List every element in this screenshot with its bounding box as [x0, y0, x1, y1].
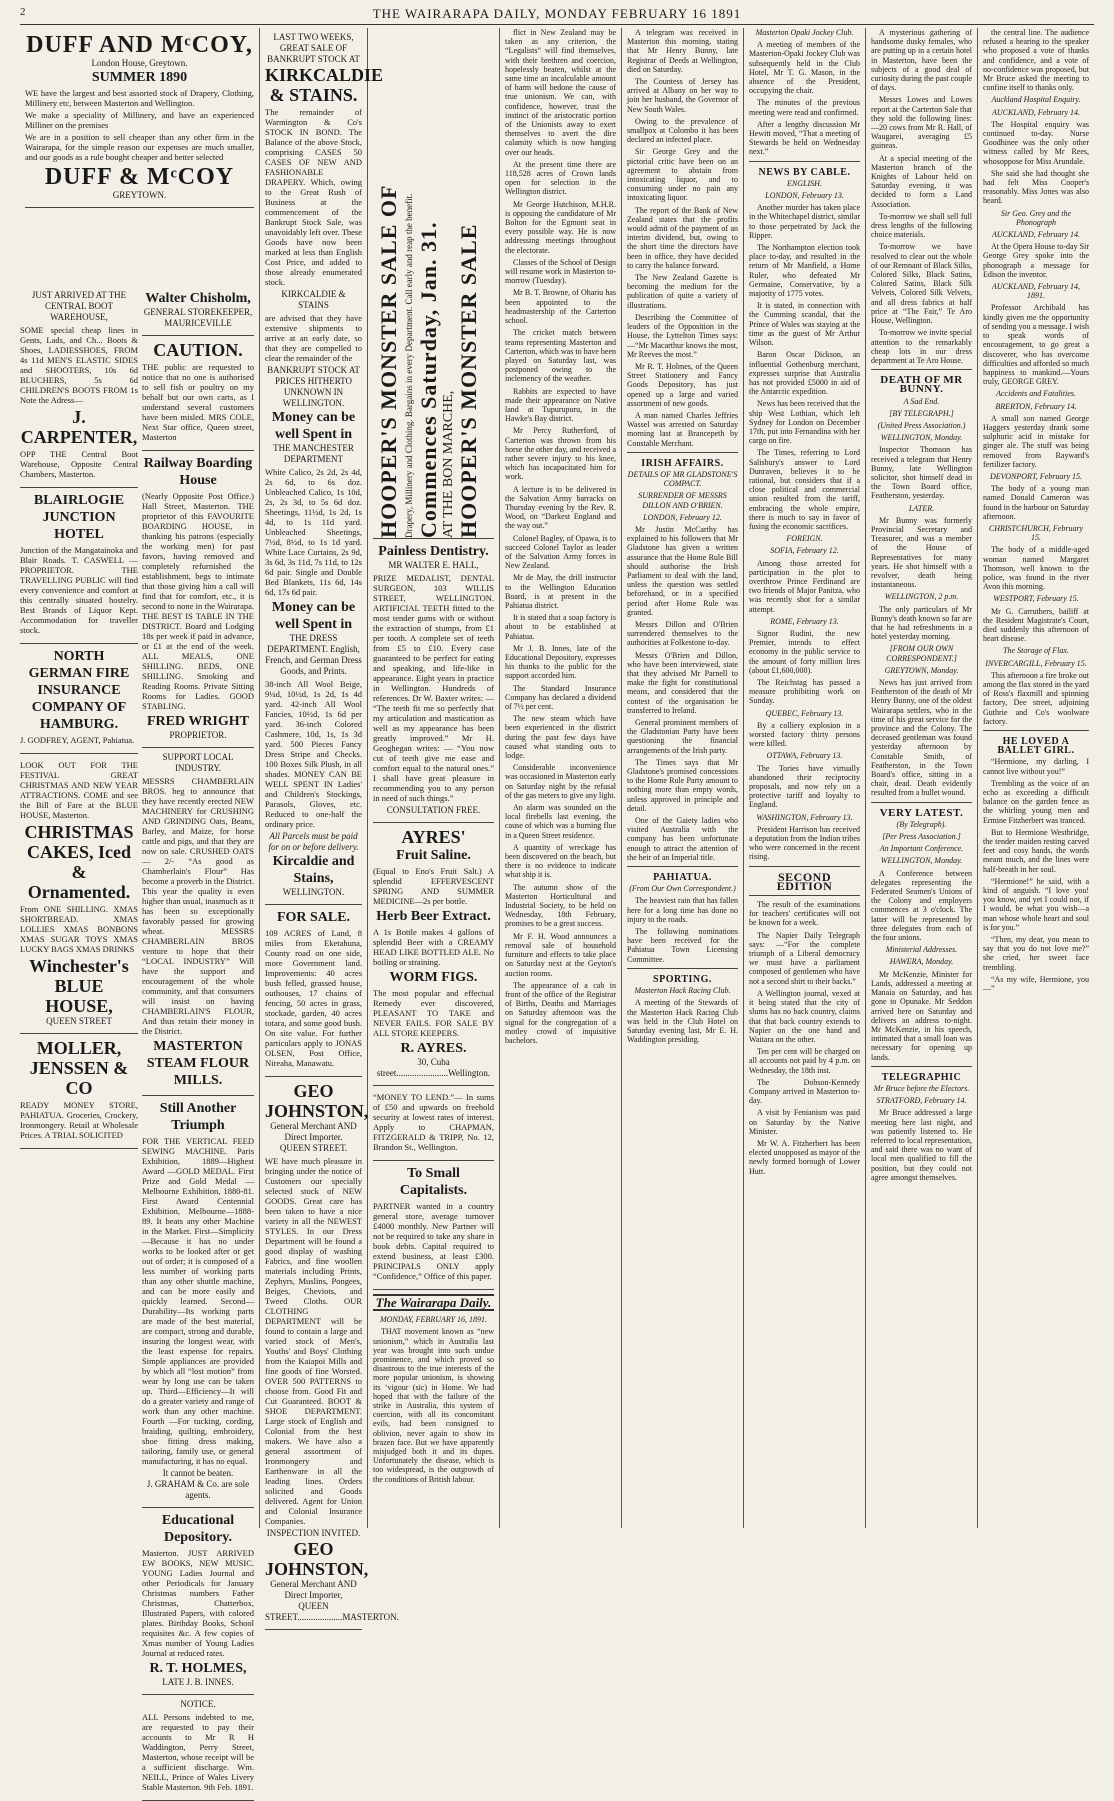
- paragraph: The Napier Daily Telegraph says: —“For the complete triumph of a Liberal democracy we must have a parliament composed of gentlemen who have not a second shirt to their backs.”: [749, 930, 860, 986]
- ad-role: General Merchant AND Direct Importer.: [270, 1121, 357, 1142]
- paragraph: Messrs O'Brien and Dillon, who have been interviewed, state that they advised Mr Parnell to make the fight for constitutional means, and considered that the contest of the organisation be transferred to Ireland.: [627, 650, 738, 715]
- column-6: [744, 28, 866, 1528]
- ad-title: Railway Boarding House: [143, 456, 253, 488]
- paragraph: The appearance of a cab in front of the office of the Registrar of Births, Deaths and Marriages on Saturday afternoon was the signal for the congregation of a motley crowd of inquisitive bachelors.: [505, 980, 616, 1045]
- ad-footer: Winchester's BLUE HOUSE,: [29, 956, 129, 1016]
- ad-consult: CONSULTATION FREE.: [386, 805, 481, 815]
- ad-body: Masterton. JUST ARRIVED EW BOOKS, NEW MUSIC. YOUNG Ladies Journal and other Periodicals for January Christmas numbers Father Christmas, Chatterbox, Illustrated Papers, with colored plates. Birthday Books, School requisites &c. A few copies of Xmas number of Young Ladies Journal at reduced rates.: [142, 1548, 254, 1658]
- ad-department: THE MANCHESTER DEPARTMENT: [273, 443, 354, 464]
- paragraph: A Wellington journal, vexed at it being stated that the city of slums has no back country, claims that that back country extends to Napier on the one hand and Waitara on the other.: [749, 988, 860, 1044]
- section-subheading: Sir Geo. Grey and the Phonograph: [1000, 208, 1072, 227]
- ad-name: KIRKCALDIE & STAINS.: [265, 65, 384, 105]
- ad-street: QUEEN STREET.: [279, 1143, 348, 1153]
- ad-title: SUPPORT LOCAL INDUSTRY.: [162, 752, 234, 773]
- dateline: STRATFORD, February 14.: [876, 1096, 967, 1106]
- ad-sign: R. AYRES.: [400, 1041, 467, 1056]
- column-3: [368, 28, 500, 1528]
- dateline: OTTAWA, February 13.: [766, 751, 843, 761]
- ad-title: NOTICE.: [180, 1699, 216, 1709]
- section-subheading: (By Telegraph).: [896, 819, 947, 829]
- ad-owner: FRED WRIGHT: [146, 714, 250, 729]
- paragraph: A small son named George Haggers yesterday drank some sulphuric acid in mistake for ginger ale. The stuff was being removed from Rayward's fertilizer factory.: [983, 413, 1089, 469]
- leader-article: [373, 1327, 494, 1483]
- paper-date: MONDAY, FEBRUARY 16, 1891.: [379, 1315, 488, 1325]
- section-subheading: A Sad End.: [903, 396, 940, 406]
- dateline: SOFIA, February 12.: [770, 546, 839, 556]
- paragraph: Mr McKenzie, Minister for Lands, addressed a meeting at Manaia on Saturday, and has gone to Opunake. Mr Seddon arrived here on Saturday and delivers an address to-night. Mr McKenzie, in his speech, intimated that a small loan was necessary for opening up lands.: [871, 969, 972, 1062]
- dateline: AUCKLAND, February 14.: [992, 107, 1080, 117]
- paragraph: The new steam which have been experienced in the district during the past few days have caused what standing oats to lodge.: [505, 714, 616, 761]
- section-subheading: SURRENDER OF MESSRS DILLON AND O'BRIEN.: [638, 491, 727, 510]
- paragraph: News has just arrived from Featherston of the death of Mr Henry Bunny, one of the oldest Wairarapa settlers, who in the time of his great service for the province and the Colony. The deceased gentleman was found yesterday afternoon by Constable Smith, of Featherston, in the Town Board's office, sitting in a chair, dead. Death evidently resulted from a bullet wound.: [871, 678, 972, 798]
- ad-mill: MASTERTON STEAM FLOUR MILLS.: [146, 1039, 250, 1088]
- paragraph: Owing to the prevalence of smallpox at Colombo it has been declared an infected place.: [627, 116, 738, 145]
- paragraph: A mysterious gathering of handsome dusky females, who are putting up in a certain hotel in Masterton, have been the subjects of a good deal of curiosity during the past couple of days.: [871, 28, 972, 93]
- ad-inspect: INSPECTION INVITED.: [266, 1528, 361, 1538]
- ad-owner: R. T. HOLMES,: [149, 1661, 247, 1676]
- dateline: DEVONPORT, February 15.: [989, 471, 1083, 481]
- paragraph: Professor Archibald has kindly given me the opportunity of sending you a message. I wish to speak words of encouragement, to go great a discoverer, who has overcome difficulties and afforded so much happiness to mankind.—Yours truly, GEORGE GREY.: [983, 303, 1089, 387]
- dateline: GREYTOWN, Monday.: [884, 665, 959, 675]
- moller-ad: [20, 1034, 138, 1149]
- newspaper-title: THE WAIRARAPA DAILY, MONDAY FEBRUARY 16 1891: [372, 6, 742, 21]
- section-heading: TELEGRAPHIC: [881, 1071, 962, 1083]
- ad-name: MR WALTER E. HALL,: [388, 560, 479, 570]
- paragraph: Baron Oscar Dickson, an influential Gothenburg merchant, expresses surprise that Australia has not provided £5000 in aid of the Antarctic expedition.: [749, 350, 860, 397]
- section-heading: SECOND EDITION: [776, 869, 833, 893]
- section-heading: HE LOVED A BALLET GIRL.: [997, 736, 1075, 757]
- dateline: WESTPORT, February 15.: [993, 594, 1079, 604]
- paragraph: President Harrison has received a deputation from the Indian tribes who were concerned in the recent rising.: [749, 824, 860, 862]
- ad-role: General Merchant AND Direct Importer,: [270, 1579, 357, 1600]
- paragraph: The Northampton election took place to-day, and resulted in the return of Mr Manfield, a Home Ruler, who defeated Mr Germaine, Conservative, by a majority of 1775 votes.: [749, 243, 860, 299]
- section-subheading: ENGLISH.: [787, 178, 822, 188]
- paper-banner: The Wairarapa Daily.: [373, 1294, 494, 1311]
- ad-body: A 1s Bottle makes 4 gallons of splendid Beer with a CREAMY HEAD LIKE BOTTLED ALE. No boiling or straining.: [373, 927, 494, 967]
- paragraph: Messrs Lowes and Lowes report at the Carterton Sale that they sold the following lines:—20 cows from Mr R. Hall, of Waugarei, averaging £5 guineas.: [871, 95, 972, 151]
- paragraph: A telegram was received in Masterton this morning, stating that Mr Henry Bunny, late Registrar of Deeds at Wellington, died on Saturday.: [627, 28, 738, 74]
- notice-ad: [142, 1695, 254, 1801]
- section-subheading: (From Our Own Correspondent.): [629, 884, 736, 894]
- ad-place: London House, Greytown.: [91, 58, 188, 68]
- section-subheading: Ministerial Addresses.: [885, 945, 958, 955]
- ad-body: We are in a position to sell cheaper than any other firm in the Wairarapa, for the simple reason our expenses are much smaller, and our goods as a rule bought cheaper and better selected: [25, 132, 254, 162]
- paragraph: Trembling as the voice of an echo as exceeding a difficult balance on the garden fence as the whirling young men and Ermine Fitzherbert was tranced.: [983, 778, 1089, 825]
- ad-line: AT THE BON MARCHE,: [441, 390, 456, 538]
- ad-department: THE DRESS DEPARTMENT. English, French, and German Dress Goods, and Prints.: [265, 633, 362, 676]
- section-subheading: (United Press Association.): [877, 420, 966, 430]
- column-4: [500, 28, 622, 1528]
- paragraph: But to Hermione Westbridge, the tender maiden resting carved feet and cosy hands, the words meant much, and the lines were half-breath in her soul.: [983, 827, 1089, 874]
- column-1: [20, 28, 260, 1792]
- paragraph: The body of a middle-aged woman named Margaret Thomson, well known to the police, was found in the river Avon this morning.: [983, 545, 1089, 592]
- paragraph: An alarm was sounded on the local firebells last evening, the cause of which was a burning flue in a Queen Street residence.: [505, 803, 616, 840]
- ad-body: LOOK OUT FOR THE FESTIVAL GREAT CHRISTMAS AND NEW YEAR ATTRACTIONS. COME and see the Bill of Fare at the BLUE HOUSE, Masterton.: [20, 760, 138, 820]
- dateline: QUEBEC, February 13.: [765, 708, 844, 718]
- ayres-ad: [373, 823, 494, 1086]
- ad-name: Walter Chisholm,: [145, 291, 251, 306]
- ad-late: LATE J. B. INNES.: [162, 1677, 234, 1687]
- paragraph: The only particulars of Mr Bunny's death known so far are that he had refreshments in a hotel yesterday morning.: [871, 604, 972, 642]
- ad-street: QUEEN STREET: [46, 1016, 112, 1026]
- hooper-ad: [373, 28, 494, 539]
- paragraph: A quantity of wreckage has been discovered on the beach, but there is no evidence to indicate what ship it is.: [505, 842, 616, 880]
- johnston-ad: [265, 1077, 399, 1630]
- paragraph: The minutes of the previous meeting were read and confirmed.: [749, 98, 860, 117]
- ad-body: WE have much pleasure in bringing under the notice of Customers our specially selected stock of NEW GOODS. Great care has been taken to have a nice variety in all the NEWEST STYLES. In our Dress Department will be found a good display of washing Fabrics, and fine woollen materials including Prints, Zephyrs, Muslins, Pongees, Beiges, Cheviots, and Tweed Cloths. OUR CLOTHING DEPARTMENT will be found to contain a large and varied stock of Men's, Youths' and Boys' Clothing from the Kaiapoi Mills and fine goods of fine Worsted. OVER 500 PATTERNS to choose from. Good Fit and Cut Guaranteed. BOOT & SHOE DEPARTMENT. Large stock of English and Colonial from the best makers. We have also a general assortment of Ironmongery and Earthenware in all the leading lines. Orders solicited and Goods delivered. Agent for Union and Colonial Insurance Companies.: [265, 1156, 362, 1526]
- section-subheading: [BY TELEGRAPH.]: [889, 408, 954, 418]
- ad-money: Money can be well Spent in: [271, 410, 356, 442]
- paragraph: “Hermione, my darling, I cannot live without you!”: [983, 757, 1089, 776]
- ad-body: GENERAL STOREKEEPER, MAURICEVILLE: [143, 307, 253, 328]
- page-number: 2: [20, 6, 27, 18]
- paragraph: The heaviest rain that has fallen here for a long time has done no injury to the roads.: [627, 896, 738, 924]
- dateline: AUCKLAND, February 14.: [992, 230, 1080, 240]
- section-heading: NEWS BY CABLE.: [758, 166, 851, 178]
- paragraph: A visit by Fenianism was paid on Saturday by the Native Minister.: [749, 1108, 860, 1136]
- section-subheading: [FROM OUR OWN CORRESPONDENT.]: [886, 644, 957, 663]
- ad-agent: J. GODFREY, AGENT, Pahiatua.: [20, 735, 135, 745]
- ad-name: GEO JOHNSTON,: [265, 1081, 369, 1121]
- column-7: [866, 28, 978, 1528]
- small-capitalists-ad: [373, 1161, 494, 1290]
- ad-body: The remainder of Warmington & Co's STOCK IN BOND. The Balance of the above Stock, comprising CASES 50 CASES OF NEW AND FASHIONABLE DRAPERY. Which, owing to the Great Rush of Business at the commencement of the Bankrupt Stock Sale, was unavoidably left over. These Goods have now been marked at less than English Cost Price, and added to those already enumerated stock.: [265, 107, 362, 287]
- ad-parcels: All Parcels must be paid for on or before delivery.: [268, 831, 359, 852]
- ad-title: FOR SALE.: [276, 910, 351, 925]
- paragraph: Sir George Grey and the pictorial critic have been on an agreement to abstain from intoxicating liquor, and to consuming under no pain any intoxicating liquor.: [627, 147, 738, 203]
- ad-body: SOME special cheap lines in Gents, Lads, and Ch... Boots & Shoes, LADIESSHOES, FROM 4s 11d MEN'S ELASTIC SIDES and SHOOTERS, 10s 6d BLUCHERS, 5s 6d CHILDREN'S BOOTS FROM 1s Note the Adress—: [20, 325, 138, 405]
- dateline: INVERCARGILL, February 15.: [985, 658, 1087, 668]
- paragraph: Mr F. H. Wood announces a removal sale of household furniture and effects to take place on Saturday next at the Geyton's auction rooms.: [505, 931, 616, 978]
- dateline: ROME, February 13.: [770, 616, 839, 626]
- dateline: CHRISTCHURCH, February 15.: [988, 523, 1084, 543]
- section-subheading: Masterton Opaki Jockey Club.: [755, 28, 854, 37]
- paragraph: At the present time there are 118,528 acres of Crown lands open for selection in the Wellington district.: [505, 159, 616, 197]
- paragraph: At the Opera House to-day Sir George Grey spoke into the phonograph a message for Edison the inventor.: [983, 242, 1089, 279]
- ad-footer: DUFF & MᶜCOY: [44, 164, 235, 190]
- paragraph: The result of the examinations for teachers' certificates will not be known for a week.: [749, 900, 860, 928]
- section-subheading: An Important Conference.: [879, 844, 964, 854]
- dateline: LATER.: [908, 503, 935, 513]
- paragraph: Considerable inconvenience was occasioned in Masterton early on Saturday night by the refusal of the gas meters to give any light.: [505, 763, 616, 800]
- ad-title: Still Another Triumph: [159, 1101, 237, 1133]
- paragraph: Mr G. Carruthers, bailiff at the Resident Magistrate's Court, died suddenly this afternoon of heart disease.: [983, 606, 1089, 644]
- section-subheading: FOREIGN.: [786, 534, 823, 544]
- paragraph: General prominent members of the Gladstonian Party have been questioning the financial arrangements of the Irish party.: [627, 718, 738, 755]
- railway-boarding-ad: [142, 451, 254, 748]
- section-subheading: DETAILS OF MR GLADSTONE'S COMPACT.: [627, 469, 738, 489]
- dateline: WELLINGTON, 2 p.m.: [884, 592, 959, 602]
- money-to-lend-ad: [373, 1086, 494, 1161]
- paragraph: At a special meeting of the Masterton branch of the Knights of Labour held on Saturday evening, it was decided to form a Land Association.: [871, 153, 972, 209]
- ad-title: AYRES': [401, 827, 466, 847]
- ad-body: (Nearly Opposite Post Office.) Hall Street, Masterton. THE proprietor of this FAVOURITE BOARDING HOUSE, in thanking his patrons (especially the working men) for past favors, having removed and completely refurnished the establishment, begs to intimate that those giving him a call will find that for comfort, etc., it is second to none in the Wairarapa. THE BEST IS TABLE IN THE DISTRICT. Board and Lodging 18s per week if paid in advance, or £1 at the end of the week. ALL MEALS, ONE SHILLING. BEDS, ONE SHILLING. Smoking and Reading Rooms. Private Sitting Rooms for Ladies. GOOD STABLING.: [142, 491, 254, 711]
- ad-body: (Equal to Eno's Fruit Salt.) A splendid EFFERVESCENT SPRING AND SUMMER MEDICINE—2s per bottle.: [373, 866, 494, 906]
- section-heading: VERY LATEST.: [879, 806, 964, 819]
- ad-head: LAST TWO WEEKS, GREAT SALE OF BANKRUPT STOCK AT: [267, 32, 360, 64]
- paragraph: After a lengthy discussion Mr Hewitt moved, “That a meeting of Stewards be held on Wednesday next.”: [749, 119, 860, 157]
- north-german-ad: [20, 644, 138, 754]
- paragraph: “Then, my dear, you mean to say that you do not love me?” she cried, her sweet face trembling.: [983, 935, 1089, 972]
- paragraph: The Hospital enquiry was continued to-day. Nurse Goodhinee was the only other witness called by Mr Rees, whosoppose for Miss Arundale.: [983, 119, 1089, 166]
- ad-footer-place: GREYTOWN.: [112, 190, 167, 200]
- paragraph: To-morrow we have resolved to clear out the whole of our Remnant of Black Silks, Colored Silks, Black Satins, Colored Satins, Black Silk Velvets, Colored Silk Velvets, and all dress fabrics at half price at “The Fair,” Te Aro House, Wellington.: [871, 242, 972, 326]
- ad-note: are advised that they have extensive shipments to arrive at an early date, so that they are compelled to clear the remainder of the: [265, 313, 362, 363]
- paragraph: The New Zealand Gazette is becoming the medium for the publication of quite a variety of illustrations.: [627, 273, 738, 310]
- paragraph: A meeting of the Stewards of the Masterton Hack Racing Club was held in the Club Hotel on Saturday evening last, Mr E. H. Waddington presiding.: [627, 998, 738, 1045]
- ad-title: To Small Capitalists.: [399, 1166, 468, 1198]
- paragraph: “As my wife, Hermione, you—”: [983, 974, 1089, 994]
- paragraph: Colonel Bagley, of Opawa, is to succeed Colonel Taylor as leader of the Salvation Army forces in New Zealand.: [505, 533, 616, 571]
- paragraph: Mr Bruce addressed a large meeting here last night, and was patiently listened to. He referred to local representation, and said there was no want of local men qualified to fill the position, but they could not agree amongst themselves.: [871, 1108, 972, 1182]
- dateline: AUCKLAND, February 14, 1891.: [992, 282, 1080, 301]
- section-subheading: [Per Press Association.]: [882, 832, 961, 842]
- paragraph: Another murder has taken place in the Whitechapel district, similar to those perpetrated by Jack the Ripper.: [749, 203, 860, 240]
- ad-xmas: CHRISTMAS CAKES, Iced & Ornamented.: [24, 822, 134, 902]
- paragraph: Mr J. B. Innes, late of the Educational Depository, expresses his thanks to the public for the support accorded him.: [505, 643, 616, 681]
- section-subheading: Masterton Hack Racing Club.: [634, 986, 731, 996]
- paragraph: The following nominations have been received for the Pahiatua Town Licensing Committee.: [627, 927, 738, 964]
- ad-body: THE public are requested to notice that no one is authorised to sell fish or poultry on my behalf but our own carts, as I understand several customers have been misled. MRS COLE, Next Star office, Queen street, Masterton: [142, 362, 254, 442]
- dateline: WASHINGTON, February 13.: [756, 812, 853, 822]
- chamberlain-ad: [142, 748, 254, 1096]
- dateline: HAWERA, Monday.: [889, 957, 954, 967]
- masthead: [20, 6, 1094, 25]
- paragraph: flict in New Zealand may be taken as any criterion, the “Legalists” will find themselves, with their brethren and coercion, hopelessly beaten, whilst at the same time an incalculable amount of harm will bedone the cause of true unionism. We can, with confidence, however, trust the instinct of the aristocratic portion of the Unionists away to exert themselves to avert the dire calamity which is now hanging over our heads.: [505, 28, 616, 157]
- carpenter-ad: [20, 286, 138, 488]
- paragraph: A man named Charles Jeffries Wassel was arrested on Saturday morning last at Brancepeth by Constable Merchant.: [627, 410, 738, 448]
- section-heading: PAHIATUA.: [653, 872, 712, 884]
- ad-body: PRIZE MEDALIST, DENTAL SURGEON, 103 WILLIS STREET, WELLINGTON. ARTIFICIAL TEETH fitted to the most tender gums with or without the extraction of stumps, from £1 per tooth. A complete set of teeth from £5 to £10. Every case guaranteed to be perfect for eating and speaking, and life-like in appearance. Eight years in practice in Wellington. Hundreds of references. Dr W. Baxter writes: — “The teeth fit me so perfectly that my articulation and mastication as well as my appearance has been greatly improved.” Mr H. Geoghegan writes: — “You now cut of teeth give me ease and comfort equal to the natural ones.” I shall have great pleasure in recommending you to any person in need of such things.”: [373, 573, 494, 803]
- paragraph: The Tories have virtually abandoned their reciprocity proposals, and now rely on a protective tariff and loyalty to England.: [749, 763, 860, 810]
- ad-title: Educational Depository.: [161, 1513, 235, 1545]
- ad-body: WE have the largest and best assorted stock of Drapery, Clothing, Millinery etc, between Masterton and Wellington.: [25, 88, 254, 108]
- paragraph: Rabbits are expected to have made their appearance on Native land at Tupurupuru, in the Hawke's Bay district.: [505, 386, 616, 424]
- section-subheading: Accidents and Fatalities.: [996, 389, 1076, 399]
- ad-title: CAUTION.: [153, 340, 243, 360]
- ad-small: Drapery, Millinery and Clothing. Bargains in every Department. Call early and reap the benefit.: [404, 193, 414, 538]
- ad-body: FOR THE VERTICAL FEED SEWING MACHINE. Paris Exhibition, 1889—Highest Award —GOLD MEDAL. First Prize and Gold Medal — Melbourne Exhibition, 1880-81. First Award Centennial Exhibition, Melbourne—1888-89. It beats any other Machine in the Market. First—Simplicity—Because it has no under works to be looked after or get out of order; it is composed of a less number of working parts than any other shuttle machine, and can be more easily and quickly learned. Second—Durability—Its working parts are made of the best material, are compact, strong and durable, insuring the longest wear, with the least expense for repairs. Simple appliances are provided by which all “lost motion” from wear by long use can be taken up. Third—Efficiency—It will do a greater variety and range of work than any other machine. Fourth —For tucking, cording, braiding, quilting, embroidery, shoe fitting dress making, tailoring, family use, or general manufacturing, it has no equal.: [142, 1136, 254, 1466]
- paragraph: Classes of the School of Design will resume work in Masterton to-morrow (Tuesday).: [505, 257, 616, 286]
- paragraph: Mr W. A. Fitzherbert has been elected unopposed as mayor of the newly formed borough of Lower Hutt.: [749, 1138, 860, 1176]
- ad-sub: Herb Beer Extract.: [376, 909, 491, 924]
- depository-ad: [142, 1508, 254, 1695]
- ad-sub: WORM FIGS.: [389, 970, 478, 985]
- ad-items: 38-inch All Wool Beige, 9¼d, 10½d, 1s 2d, 1s 4d yard. 42-inch All Wool Fancies, 10½d, 1s 6d per yard. 36-inch Colored Cashmere, 10d, 1s, 1s 3d yard. 500 Pieces Fancy Dress Stripe and Checks. 100 Boxes Silk Plush, in all shades. MONEY CAN BE WELL SPENT IN Ladies' and Children's Stockings, Parasols, Gloves, etc. Reduced to one-half the ordinary price.: [265, 679, 362, 829]
- paragraph: The body of a young man named Donald Cameron was found in the harbour on Saturday afternoon.: [983, 484, 1089, 521]
- kirkcaldie-ad: [265, 28, 384, 905]
- paragraph: One of the Gaiety ladies who visited Australia with the company has been unfortunate enough to attract the attention of the heir of an Imperial title.: [627, 816, 738, 862]
- paragraph: A lecture is to be delivered in the Salvation Army barracks on Thursday evening by the Rev. R. Wood, on “Darkest England and the way out.”: [505, 484, 616, 531]
- paragraph: A Conference between delegates representing the Federated Seamen's Unions of the Colony and employers commences at 3 o'clock. The latter will be represented by three delegates from each of the four unions.: [871, 868, 972, 943]
- winchester-ad: [20, 754, 138, 1034]
- blairlogie-ad: [20, 488, 138, 644]
- ad-tag: It cannot be beaten.: [162, 1468, 234, 1478]
- paragraph: Mr Justin McCarthy has explained to his followers that Mr Gladstone has given a written assurance that the Home Rule Bill should authorise the Irish Parliament to deal with the land, unless the question was settled beforehand, or in a specified period after Home Rule was granted.: [627, 524, 738, 617]
- ad-name: BLAIRLOGIE JUNCTION HOTEL: [33, 493, 125, 542]
- ad-line: HOOPER'S MONSTER SALE: [456, 223, 481, 538]
- section-subheading: The Storage of Flax.: [1003, 646, 1069, 656]
- paragraph: The Dobson-Kennedy Company arrived in Masterton to-day.: [749, 1077, 860, 1106]
- paragraph: Ten per cent will be charged on all accounts not paid by 4 p.m. on Wednesday, the 18th inst.: [749, 1047, 860, 1075]
- section-subheading: Mr Bruce before the Electors.: [873, 1083, 970, 1093]
- paragraph: The Reichstag has passed a measure prohibiting work on Sunday.: [749, 678, 860, 706]
- caution-ad: [142, 336, 254, 451]
- column-5: [622, 28, 744, 1528]
- ad-role: PROPRIETOR.: [169, 730, 227, 740]
- paragraph: By a colliery explosion in a worsted factory thirty persons were killed.: [749, 720, 860, 749]
- dateline: LONDON, February 12.: [643, 512, 722, 522]
- paragraph: The report of the Bank of New Zealand states that the profits would admit of the payment of an interim dividend, but, owing to the short time the directors have been in office, they have decided to carry the balance forward.: [627, 205, 738, 270]
- paragraph: THAT movement known as “new unionism,” which in Australia last year was brought into such undue prominence, and which proved so disastrous to the true interests of the more popular unionism, is showing its ‘vigour (sic) in Home. We had hoped that with the failure of the strike in Australia, this system of coercion, with all its concomitant evils, had been consigned to oblivion, never again to show its brazen face. But we have apparently misjudged both it and its dupes. Unfortunately the disease, which is too widespread, is the outgrowth of the conditions of British labour.: [373, 1327, 494, 1484]
- section-subheading: Auckland Hospital Enquiry.: [991, 95, 1081, 105]
- paragraph: The Times, referring to Lord Salisbury's answer to Lord Dunraven, believes it to be rational, but considers that if a close political and commercial union resulted from the tariff, embracing the whole empire, there is much to say in favor of fusing the economic sacrifices.: [749, 448, 860, 531]
- ad-items: White Calico, 2s 2d, 2s 4d, 2s 6d, to 6s doz. Unbleached Calico, 1s 10d, 2s, 2s 3d, to 5s 6d doz. Sheetings, 11½d, 1s 2d, 1s 4d, to 1s 11d yard. Unbleached Sheetings, 7½d, 8½d, to 1s 1d yard. White Lace Curtains, 2s 9d, 3s 6d, 3s 11d, 7s 11d, to 12s 6d pair. Single and Double Bed Blankets, 11s 6d, 14s 6d, 17s 6d pair.: [265, 467, 362, 597]
- dateline: WELLINGTON, Monday.: [880, 433, 963, 443]
- ad-season: SUMMER 1890: [91, 70, 188, 85]
- ad-name: MOLLER, JENSSEN & CO: [29, 1038, 129, 1098]
- ad-body: ALL Persons indebted to me, are requested to pay their accounts to Mr R H Waddington, Perry Street, Masterton, whose receipt will be a sufficient discharge. Wm. NEILL, Prince of Wales Livery Stable Masterton. 9th Feb. 1891.: [142, 1712, 254, 1792]
- paragraph: the central line. The audience refused a hearing to the speaker who proposed a vote of thanks and confidence, and a vote of no-confidence was proposed, but Mr Bruce asked the meeting to confine itself to thanks only.: [983, 28, 1089, 93]
- ad-addr: 30, Cuba street.......................Wellington.: [376, 1057, 491, 1078]
- ad-stock: BANKRUPT STOCK AT PRICES HITHERTO UNKNOWN IN WELLINGTON.: [267, 365, 360, 408]
- paragraph: Among those arrested for participation in the plot to overthrow Prince Ferdinand are two friends of Major Panitza, who was recently shot for a similar attempt.: [749, 558, 860, 614]
- section-heading: DEATH OF MR BUNNY.: [880, 374, 963, 396]
- dateline: LONDON, February 13.: [765, 191, 844, 201]
- paragraph: Signor Rudini, the new Premier, intends to effect economy in the public service to the amount of forty million lires (about £1,600,000).: [749, 628, 860, 675]
- ad-footer-place: WELLINGTON.: [282, 887, 345, 897]
- paragraph: To-morrow we shall sell full dress lengths of the following choice materials.: [871, 211, 972, 240]
- ad-name: J. CARPENTER,: [20, 407, 138, 447]
- ad-line: Commences Saturday, Jan. 31.: [416, 221, 441, 538]
- ad-lead: JUST ARRIVED AT THE CENTRAL BOOT WAREHOUSE,: [31, 290, 127, 322]
- ad-sub: Fruit Saline.: [396, 848, 471, 863]
- paragraph: News has been received that the ship West Lothian, which left Sydney for London on December 17th, put into Fernandina with her cargo on fire.: [749, 399, 860, 446]
- dateline: BRERTON, February 14.: [995, 401, 1077, 411]
- paragraph: She said she had thought she had felt Miss Cooper's reasonably. Miss Jones was also heard.: [983, 168, 1089, 206]
- ad-body: PARTNER wanted in a country general store, average turnover £4000 monthly. New Partner will not be required to take any share in book debts. Capital required to extend business, at least £300. PRINCIPALS ONLY apply “Confidence,” Office of this paper.: [373, 1201, 494, 1281]
- paragraph: Inspector Thomson has received a telegram that Henry Bunny, late Wellington solicitor, shot himself dead in the Town Board office, Featherston, yesterday.: [871, 445, 972, 501]
- ad-body: MESSRS CHAMBERLAIN BROS. beg to announce that they have recently erected NEW MACHINERY for CRUSHING AND GRINDING Oats, Beans, Barley, and Maize, for horse cattle and pigs, and that they are now on sale. CRUSHED OATS — 2/- “As good as Chamberlain's Flour” Has become a proverb in the District. This year the quality is even higher than usual, inasmuch as it has been so exceptionally favorably passed for growing wheat. MESSRS CHAMBERLAIN BROS venture to hope that their “LOCAL INDUSTRY” Will have the support and encouragement of the whole community, and that consumers will insist on having CHAMBERLAIN'S FLOUR, And thus retain their money in the District.: [142, 776, 254, 1036]
- newspaper-page: [20, 28, 1094, 1792]
- duff-mccoy-ad: [25, 28, 254, 208]
- paragraph: Messrs Dillon and O'Brien surrendered themselves to the authorities at Folkestone to-day.: [627, 619, 738, 648]
- chisholm-ad: [142, 286, 254, 336]
- paragraph: This afternoon a fire broke out among the flax stored in the yard of Ross's flaxmill and spinning factory, Dee street, adjoining Guthrie and Co's woolware factory.: [983, 670, 1089, 726]
- paragraph: To-morrow we invite special attention to the remarkably cheap lots in our dress department at Te Aro House.: [871, 328, 972, 365]
- paragraph: Mr R. T. Holmes, of the Queen Street Stationery and Fancy Goods Depository, has just opened up a large and varied assortment of new goods.: [627, 361, 738, 408]
- paragraph: A meeting of members of the Masterton-Opaki Jockey Club was subsequently held in the Club Hotel, Mr T. G. Mason, in the absence of the President, occupying the chair.: [749, 40, 860, 96]
- paragraph: The cricket match between teams representing Masterton and Carterton, which was to have been played on Saturday last, was postponed owing to the inclemency of the weather.: [505, 328, 616, 384]
- section-heading: IRISH AFFAIRS.: [641, 457, 724, 469]
- ad-name: GEO JOHNSTON,: [265, 1539, 369, 1579]
- paragraph: It is stated, in connection with the Cumming scandal, that the Prince of Wales was staying at the time as the guest of Mr Arthur Wilson.: [749, 301, 860, 348]
- paragraph: The Standard Insurance Company has declared a dividend of 7½ per cent.: [505, 683, 616, 712]
- dateline: WELLINGTON, Monday.: [880, 856, 963, 866]
- paragraph: Describing the Committee of leaders of the Opposition in the House, the Lyttelton Times says:—“Mr Macarthur knows the most, Mr Reeves the most.”: [627, 312, 738, 359]
- paragraph: Mr George Hutchison, M.H.R. is opposing the candidature of Mr Bolton for the Egmont seat in every possible way. He is now addressing meetings throughout the electorate.: [505, 199, 616, 255]
- dentistry-ad: [373, 539, 494, 823]
- ad-line: HOOPER'S MONSTER SALE OF: [376, 184, 401, 538]
- paragraph: The Countess of Jersey has arrived at Albany on her way to join her husband, the Governor of New South Wales.: [627, 77, 738, 114]
- ad-sign: KIRKCALDIE & STAINS: [281, 289, 346, 310]
- column-8: [978, 28, 1094, 1528]
- paragraph: Mr B. T. Browne, of Ohariu has been appointed to the headmastership of the Carterton school.: [505, 288, 616, 326]
- for-sale-ad: [265, 905, 362, 1077]
- ad-list: From ONE SHILLING. XMAS SHORTBREAD. XMAS LOLLIES XMAS BONBONS XMAS SUGAR TOYS XMAS LUCKY BAGS XMAS DRINKS: [20, 904, 138, 954]
- paragraph: The autumn show of the Masterton Horticultural and Industrial Society, to be held on Wednesday, 18th February, promises to be a great success.: [505, 882, 616, 929]
- paragraph: Mr Percy Rutherford, of Carterton was thrown from his horse the other day, and received a rather severe injury to his knee, which has incapacitated him for work.: [505, 426, 616, 482]
- ad-body: We make a speciality of Millinery, and have an experienced Milliner on the premises: [25, 110, 254, 130]
- ad-street: QUEEN STREET....................MASTERTON.: [265, 1601, 399, 1622]
- ad-footer: Kircaldie and Stains,: [272, 854, 355, 886]
- ad-body: READY MONEY STORE, PAHIATUA. Groceries, Crockery, Ironmongery. Retail at Wholesale Prices. A TRIAL SOLICITED: [20, 1100, 138, 1140]
- paragraph: Mr Bunny was formerly Provincial Secretary and Treasurer, and was a member of the House of Representatives for many years. He shot himself with a revolver, death being instantaneous.: [871, 515, 972, 590]
- ad-agent: J. GRAHAM & Co. are sole agents.: [146, 1479, 250, 1500]
- section-heading: SPORTING.: [653, 973, 712, 985]
- ad-body: The most popular and effectual Remedy ever discovered, PLEASANT TO TAKE and NEVER FAILS. FOR SALE BY ALL STORE KEEPERS.: [373, 988, 494, 1038]
- paragraph: Mr de May, the drill instructor to the Wellington Education Board, is at present in the Pahiatua district.: [505, 573, 616, 610]
- paragraph: “Hermione!” he said, with a kind of anguish. “I love you! you know, and yet I could not, if I would, be what you wish—a man whose whole heart and soul is for you.”: [983, 876, 1089, 932]
- ad-body: “MONEY TO LEND.”— In sums of £50 and upwards on freehold security at lowest rates of interest. Apply to CHAPMAN, FITZGERALD & TRIPP, No. 12, Brandon St., Wellington.: [373, 1092, 494, 1152]
- ad-money: Money can be well Spent in: [271, 600, 356, 632]
- ad-place: OPP THE Central Boot Warehouse, Opposite Central Chambers, Masterton.: [20, 449, 138, 479]
- ad-name: NORTH GERMAN FIRE INSURANCE COMPANY OF HAMBURG.: [28, 649, 130, 732]
- ad-body: 109 ACRES of Land, 8 miles from Eketahuna, County road on one side, more Government land. Improvements: 40 acres bush felled, grassed house, outhouses, 17 chains of fencing, 50 acres in grass, stockade, garden, 40 acres totara, and some good bush. On site value. For further particulars apply to JONAS OLSEN, Post Office, Nireaha, Manawatu.: [265, 928, 362, 1068]
- paragraph: The Times says that Mr Gladstone's promised concessions to the Home Rule Party amount to nothing more than empty words, unless approved in principle and detail.: [627, 757, 738, 813]
- ad-title: Painless Dentistry.: [378, 544, 489, 559]
- paragraph: It is stated that a soap factory is about to be established at Pahiatua.: [505, 613, 616, 641]
- sewing-machine-ad: [142, 1096, 254, 1508]
- ad-title: DUFF AND MᶜCOY,: [26, 32, 253, 58]
- ad-body: Junction of the Mangatainoka and Blair Roads. T. CASWELL — PROPRIETOR. THE TRAVELLING PUBLIC will find every convenience and comfort at this centrally situated hostelry. Best Brands of Liquor Kept. Accommodation for traveller stock.: [20, 545, 138, 635]
